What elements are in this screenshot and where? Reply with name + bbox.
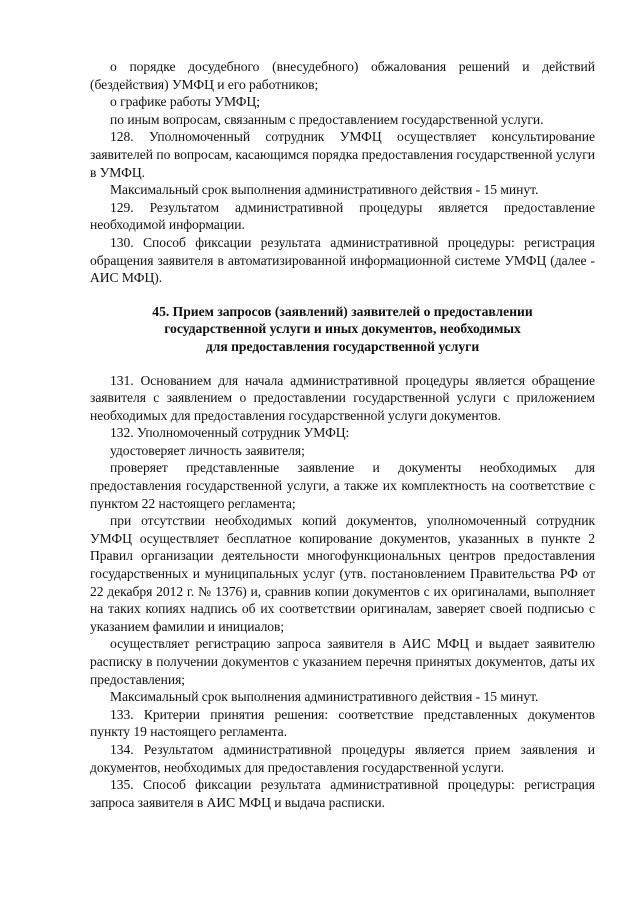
paragraph-133: 133. Критерии принятия решения: соответствие представленных документов пункту 19 настоящего регламента. (90, 706, 595, 740)
paragraph-135: 135. Способ фиксации результата административной процедуры: регистрация запроса заявителя в АИС МФЦ и выдача расписки. (90, 777, 595, 810)
heading-line: государственной услуги и иных документов, необходимых (164, 321, 521, 337)
paragraph: по иным вопросам, связанным с предоставлением государственной услуги. (110, 111, 544, 127)
paragraph: осуществляет регистрацию запроса заявителя в АИС МФЦ и выдает заявителю расписку в получении документов с указанием перечня принятых документов, даты их предоставления; (90, 636, 595, 687)
paragraph-128: 128. Уполномоченный сотрудник УМФЦ осуществляет консультирование заявителей по вопросам, касающимся порядка предоставления государственной услуги в УМФЦ. (90, 129, 595, 180)
paragraph: Максимальный срок выполнения административного действия - 15 минут. (110, 689, 539, 705)
paragraph-132: 132. Уполномоченный сотрудник УМФЦ: (110, 425, 350, 441)
paragraph-130: 130. Способ фиксации результата административной процедуры: регистрация обращения заявителя в автоматизированной информационной системе УМФЦ (далее - АИС МФЦ). (90, 234, 595, 286)
paragraph-134: 134. Результатом административной процедуры является прием заявления и документов, необходимых для предоставления государственной услуги. (90, 741, 595, 775)
section-heading (90, 303, 595, 356)
paragraph-129: 129. Результатом административной процедуры является предоставление необходимой информации. (90, 199, 595, 233)
document-page (90, 58, 595, 811)
heading-line: 45. Прием запросов (заявлений) заявителей о предоставлении (152, 303, 533, 319)
paragraph: о порядке досудебного (внесудебного) обжалования решений и действий (бездействия) УМФЦ и его работников; (90, 59, 595, 92)
paragraph: при отсутствии необходимых копий документов, уполномоченный сотрудник УМФЦ осуществляет бесплатное копирование документов, указанных в пункте 2 Правил организации деятельности многофункциональных центров предоставления государственных и муниципальных услуг (утв. постановлением Правительства РФ от 22 декабря 2012 г. № 1376) и, сравнив копии документов с их оригиналами, выполняет на таких копиях надпись об их соответствии оригиналам, заверяет своей подписью с указанием фамилии и инициалов; (90, 513, 595, 634)
paragraph: удостоверяет личность заявителя; (110, 442, 305, 458)
heading-line: для предоставления государственной услуги (205, 338, 480, 354)
paragraph: проверяет представленные заявление и документы необходимых для предоставления государственной услуги, а также их комплектность на соответствие с пунктом 22 настоящего регламента; (90, 460, 595, 511)
paragraph-131: 131. Основанием для начала административной процедуры является обращение заявителя с заявлением о предоставлении государственной услуги с приложением необходимых для предоставления государственной услуги документов. (90, 372, 595, 423)
paragraph: о графике работы УМФЦ; (110, 94, 260, 110)
paragraph: Максимальный срок выполнения административного действия - 15 минут. (110, 182, 539, 198)
